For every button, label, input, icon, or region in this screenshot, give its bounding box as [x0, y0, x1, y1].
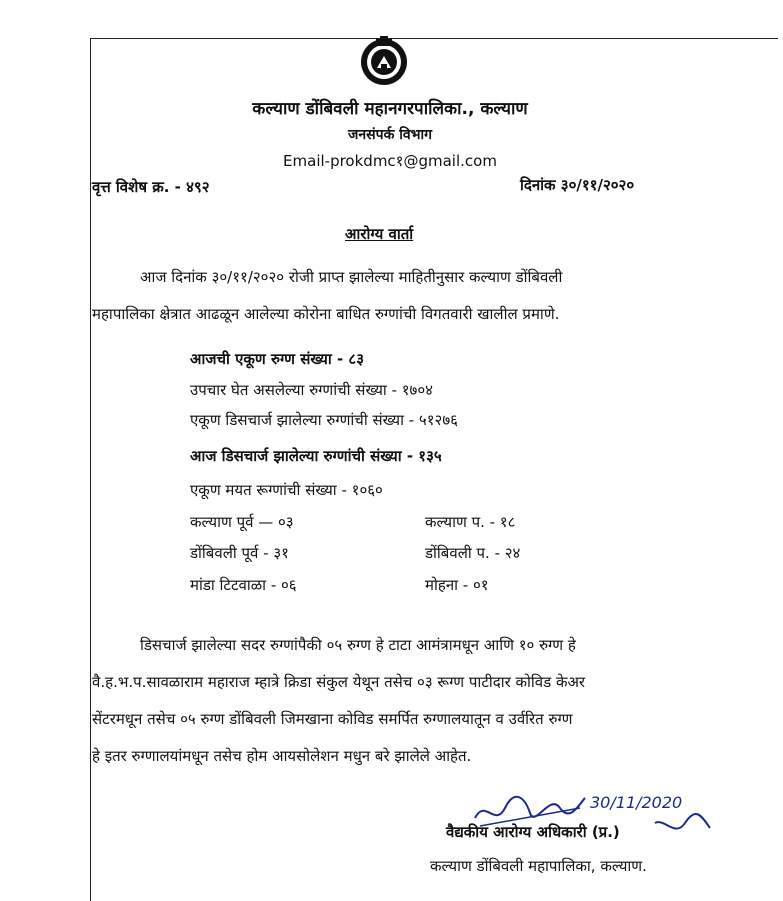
frame-top-line [90, 38, 778, 39]
area-manda-titwala: मांडा टिटवाळा - ०६ [190, 576, 297, 594]
document-title: आरोग्य वार्ता [345, 225, 414, 243]
signatory-org: कल्याण डोंबिवली महापालिका, कल्याण. [430, 857, 647, 875]
handwritten-date: 30/11/2020 [590, 793, 683, 812]
closing-line-2: वै.ह.भ.प.सावळाराम महाराज म्हात्रे क्रिडा संकुल येथून तसेच ०३ रूग्ण पाटीदार कोविड केअर [92, 673, 586, 691]
intro-line-1: आज दिनांक ३०/११/२०२० रोजी प्राप्त झालेल्या माहितीनुसार कल्याण डोंबिवली [140, 268, 563, 286]
area-kalyan-west: कल्याण प. - १८ [425, 513, 516, 531]
signatory-title: वैद्यकीय आरोग्य अधिकारी (प्र.) [446, 823, 620, 841]
stat-total-deaths: एकूण मयत रूग्णांची संख्या - १०६० [190, 481, 383, 499]
area-dombivli-west: डोंबिवली प. - २४ [425, 544, 521, 562]
org-name: कल्याण डोंबिवली महानगरपालिका., कल्याण [252, 99, 528, 119]
stat-under-treatment: उपचार घेत असलेल्या रुग्णांची संख्या - १७०४ [190, 381, 433, 399]
area-mohana: मोहना - ०१ [425, 576, 489, 594]
closing-line-1: डिसचार्ज झालेल्या सदर रुग्णांपैकी ०५ रुग्ण हे टाटा आमंत्रामधून आणि १० रुग्ण हे [140, 636, 576, 654]
department-name: जनसंपर्क विभाग [348, 127, 432, 143]
stat-today-discharged: आज डिसचार्ज झालेल्या रुग्णांची संख्या - १३५ [190, 447, 442, 465]
reference-number: वृत्त विशेष क्र. - ४९२ [92, 178, 210, 196]
area-kalyan-east: कल्याण पूर्व — ०३ [190, 513, 294, 531]
stat-today-total: आजची एकूण रुग्ण संख्या - ८३ [190, 350, 364, 368]
area-dombivli-east: डोंबिवली पूर्व - ३१ [190, 544, 289, 562]
email-address: Email-prokdmc१@gmail.com [283, 152, 497, 170]
closing-line-3: सेंटरमधून तसेच ०५ रुग्ण डोंबिवली जिमखाना कोविड समर्पित रुग्णालयातून व उर्वरित रुग्ण [92, 710, 573, 728]
closing-line-4: हे इतर रुग्णालयांमधून तसेच होम आयसोलेशन मधुन बरे झालेले आहेत. [92, 747, 472, 765]
intro-line-2: महापालिका क्षेत्रात आढळून आलेल्या कोरोना बाधित रुग्णांची विगतवारी खालील प्रमाणे. [92, 305, 560, 323]
municipal-emblem-icon [357, 34, 411, 88]
stat-total-discharged: एकूण डिसचार्ज झालेल्या रुग्णांची संख्या - ५१२७६ [190, 411, 458, 429]
press-date: दिनांक ३०/११/२०२० [520, 176, 635, 194]
